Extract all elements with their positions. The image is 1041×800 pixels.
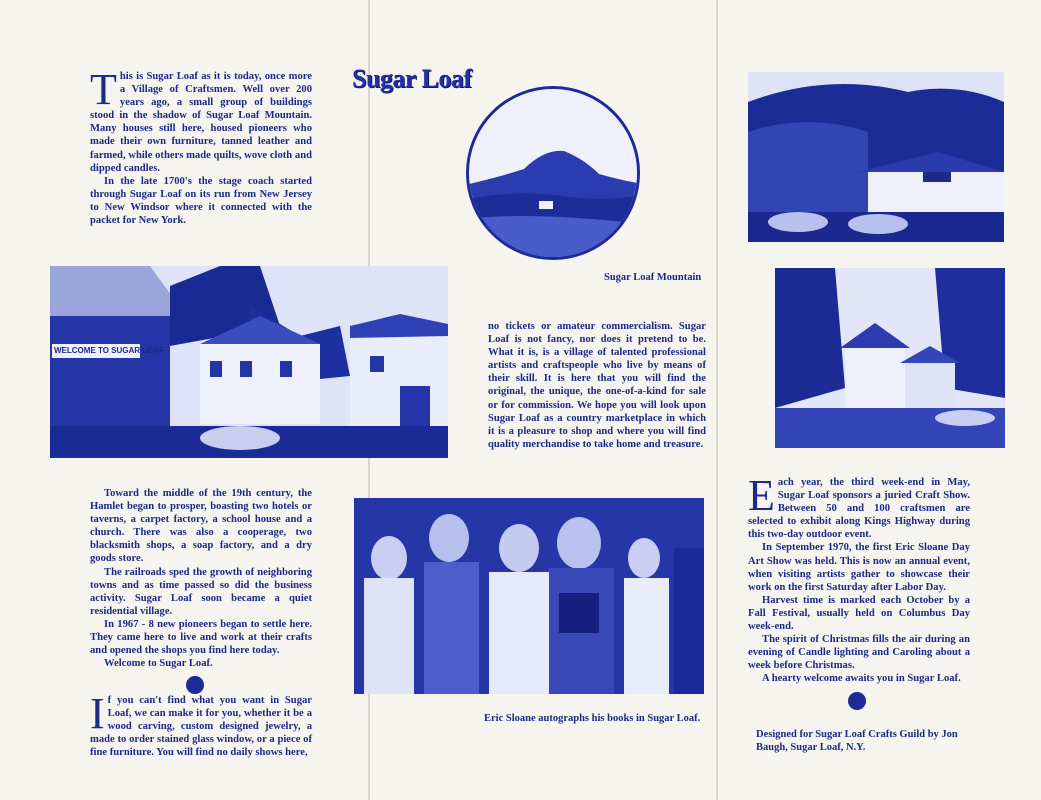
bullet-dot	[186, 676, 204, 694]
craft-paragraph-1: f you can't find what you want in Sugar Loaf, we can make it for you, whether it be a wood carving, custom designed jewelry, a made to order stained glass window, or a piece of fine furniture. You will find no daily shows here,	[90, 695, 312, 759]
intro-dropcap: T	[90, 65, 117, 114]
history-paragraph-1: Toward the middle of the 19th century, the Hamlet began to prosper, boasting two hotels or taverns, a carpet factory, a school house and a church. There was also a cooperage, two blacksmith shops, a soap factory, and a dry goods store.	[90, 488, 312, 565]
events-paragraph-3: Harvest time is marked each October by a Fall Festival, usually held on Columbus Day week-end.	[748, 594, 970, 633]
events-paragraph-5: A hearty welcome awaits you in Sugar Loaf.	[762, 673, 961, 685]
page-title: Sugar Loaf	[352, 64, 472, 93]
events-paragraph-2: In September 1970, the first Eric Sloane Day Art Show was held. This is now an annual event, when visiting artists gather to showcase their work on the first Saturday after Labor Day.	[748, 542, 970, 593]
bullet-dot-right	[848, 692, 866, 710]
history-paragraph-4: Welcome to Sugar Loaf.	[104, 658, 213, 670]
events-paragraph-1: ach year, the third week-end in May, Sugar Loaf sponsors a juried Craft Show. Between 50 and 100 craftsmen are selected to exhibit along Kings Highway during this two-day outdoor event.	[748, 477, 970, 541]
mountain-caption: Sugar Loaf Mountain	[604, 272, 702, 283]
welcome-village-photo	[50, 266, 448, 458]
history-paragraph-3: In 1967 - 8 new pioneers began to settle here. They came here to live and work at their crafts and opened the shops you find here today.	[90, 618, 312, 657]
craft-dropcap: I	[90, 689, 105, 738]
events-paragraph-4: The spirit of Christmas fills the air during an evening of Candle lighting and Caroling about a week before Christmas.	[748, 634, 970, 672]
middle-text	[488, 320, 706, 451]
events-text	[748, 471, 970, 686]
intro-paragraph-1: his is Sugar Loaf as it is today, once more a Village of Craftsmen. Well over 200 years ago, a small group of buildings stood in the shadow of Sugar Loaf Mountain. Many houses still here, housed pioneers who made their own furniture, tanned leather and farmed, while others made quilts, wove cloth and dipped candles.	[90, 71, 312, 174]
middle-paragraph-1: no tickets or amateur commercialism. Sugar Loaf is not fancy, nor does it pretend to be. What it is, is a village of talented professional artists and craftspeople who live by means of their skill. It is here that you will find the original, the unique, the one-of-a-kind for sale or for commission. We hope you will look upon Sugar Loaf as a country marketplace in which it is a pleasure to shop and where you will find quality merchandise to take home and treasure.	[488, 321, 706, 450]
intro-paragraph-2: In the late 1700's the stage coach started through Sugar Loaf on its run from New Jersey to New Windsor where it connected with the packet for New York.	[90, 175, 312, 227]
craft-text	[90, 689, 312, 759]
sugar-loaf-mountain-photo	[466, 86, 640, 260]
design-credit: Designed for Sugar Loaf Crafts Guild by Jon Baugh, Sugar Loaf, N.Y.	[756, 729, 958, 753]
sloane-caption: Eric Sloane autographs his books in Sugar Loaf.	[484, 713, 701, 724]
eric-sloane-photo	[354, 498, 704, 694]
welcome-sign: WELCOME TO SUGAR LOAF	[54, 346, 165, 355]
village-street-photo-bottom	[775, 268, 1005, 448]
intro-text	[90, 65, 312, 227]
fold-line-right	[716, 0, 718, 800]
history-paragraph-2: The railroads sped the growth of neighboring towns and as time passed so did the business activity. Sugar Loaf soon became a quiet residential village.	[90, 566, 312, 617]
events-dropcap: E	[748, 471, 775, 520]
village-street-photo-top	[748, 72, 1004, 242]
history-text	[90, 487, 312, 670]
